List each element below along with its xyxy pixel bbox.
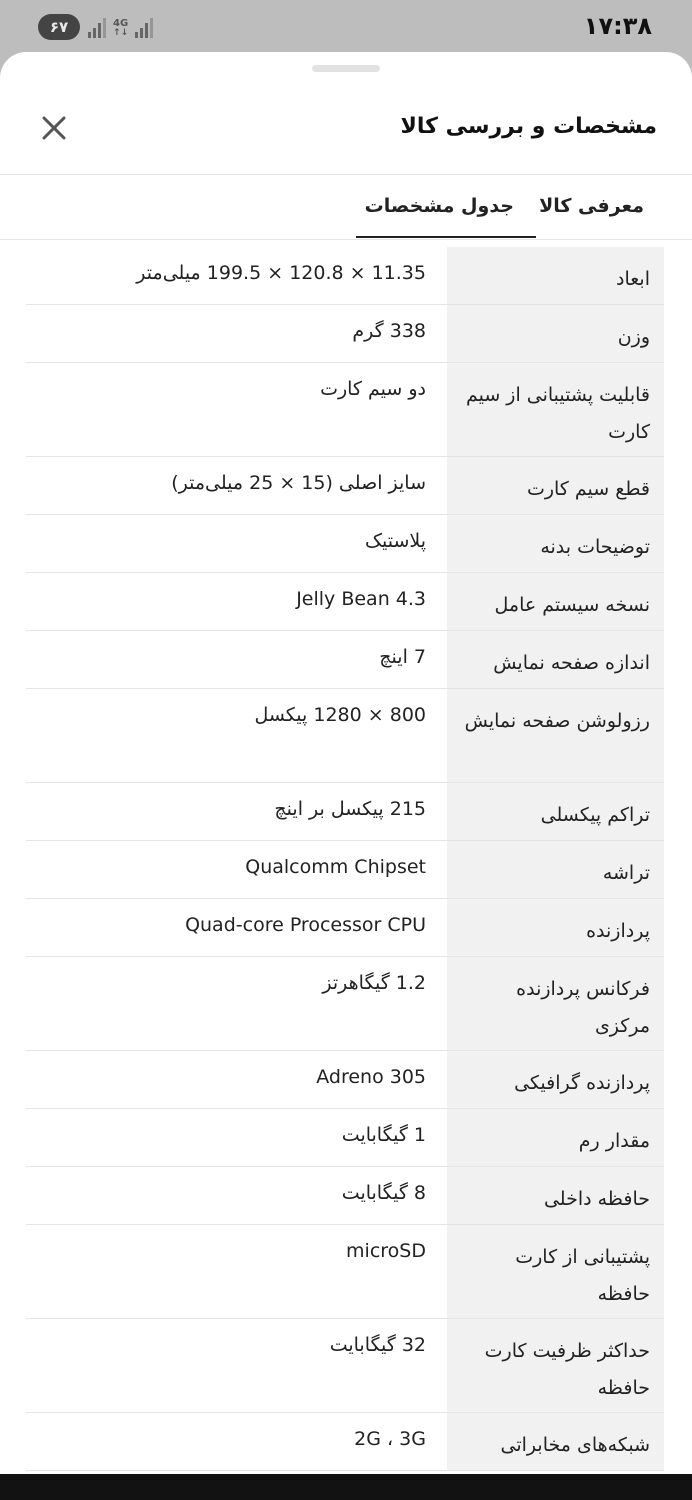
system-navigation-bar bbox=[0, 1474, 692, 1500]
tabs-divider bbox=[0, 239, 692, 240]
spec-value: 2G ، 3G bbox=[354, 1428, 426, 1450]
spec-key: وزن bbox=[447, 305, 664, 362]
status-bar bbox=[0, 0, 692, 52]
status-time: ۱۷:۳۸ bbox=[583, 12, 652, 40]
network-type-icon: 4G ↑↓ bbox=[113, 18, 129, 38]
spec-value: 800 × 1280 پیکسل bbox=[254, 704, 426, 726]
spec-key: حداکثر ظرفیت کارت حافظه bbox=[447, 1319, 664, 1412]
spec-row bbox=[26, 631, 664, 689]
spec-value: 1.2 گیگاهرتز bbox=[322, 972, 426, 994]
spec-key: قطع سیم کارت bbox=[447, 457, 664, 514]
tab-specs-table[interactable]: جدول مشخصات bbox=[364, 195, 514, 217]
spec-row bbox=[26, 1225, 664, 1319]
spec-key: نسخه سیستم عامل bbox=[447, 573, 664, 630]
spec-value: 338 گرم bbox=[352, 320, 426, 342]
close-button[interactable] bbox=[36, 110, 72, 146]
spec-value: Adreno 305 bbox=[316, 1066, 426, 1088]
spec-row bbox=[26, 689, 664, 783]
spec-key: پردازنده گرافیکی bbox=[447, 1051, 664, 1108]
spec-value: Quad-core Processor CPU bbox=[185, 914, 426, 936]
spec-key: رزولوشن صفحه نمایش bbox=[447, 689, 664, 782]
spec-key: تراشه bbox=[447, 841, 664, 898]
spec-row bbox=[26, 457, 664, 515]
spec-row bbox=[26, 1051, 664, 1109]
spec-row bbox=[26, 1413, 664, 1471]
product-specs-sheet bbox=[0, 52, 692, 1474]
signal-strength-icon bbox=[88, 18, 106, 38]
spec-key: ابعاد bbox=[447, 247, 664, 304]
spec-row bbox=[26, 957, 664, 1051]
spec-row bbox=[26, 573, 664, 631]
spec-row bbox=[26, 247, 664, 305]
spec-value: 8 گیگابایت bbox=[341, 1182, 426, 1204]
close-icon bbox=[36, 110, 72, 146]
spec-value: 7 اینچ bbox=[379, 646, 426, 668]
network-type-label: 4G bbox=[113, 18, 129, 29]
spec-row bbox=[26, 841, 664, 899]
sheet-header bbox=[0, 92, 692, 174]
spec-row bbox=[26, 515, 664, 573]
spec-key: شبکه‌های مخابراتی bbox=[447, 1413, 664, 1470]
signal-indicators bbox=[88, 16, 153, 38]
spec-row bbox=[26, 1167, 664, 1225]
spec-key: پشتیبانی از کارت حافظه bbox=[447, 1225, 664, 1318]
spec-key: مقدار رم bbox=[447, 1109, 664, 1166]
active-tab-indicator bbox=[356, 236, 536, 238]
spec-row bbox=[26, 1319, 664, 1413]
spec-value: 32 گیگابایت bbox=[329, 1334, 426, 1356]
spec-row bbox=[26, 363, 664, 457]
spec-value: microSD bbox=[346, 1240, 426, 1262]
spec-row bbox=[26, 899, 664, 957]
spec-value: 4.3 Jelly Bean bbox=[296, 588, 426, 610]
specs-table bbox=[26, 247, 664, 1471]
drag-handle[interactable] bbox=[312, 65, 380, 72]
spec-key: حافظه داخلی bbox=[447, 1167, 664, 1224]
spec-key: اندازه صفحه نمایش bbox=[447, 631, 664, 688]
sheet-title: مشخصات و بررسی کالا bbox=[400, 114, 657, 139]
spec-row bbox=[26, 305, 664, 363]
tab-bar bbox=[0, 175, 692, 239]
tab-product-intro[interactable]: معرفی کالا bbox=[539, 195, 644, 217]
spec-key: تراکم پیکسلی bbox=[447, 783, 664, 840]
spec-key: توضیحات بدنه bbox=[447, 515, 664, 572]
spec-value: 215 پیکسل بر اینچ bbox=[274, 798, 426, 820]
spec-value: Qualcomm Chipset bbox=[245, 856, 426, 878]
spec-key: پردازنده bbox=[447, 899, 664, 956]
spec-value: دو سیم کارت bbox=[320, 378, 426, 400]
signal-strength-icon-2 bbox=[135, 18, 153, 38]
spec-value: 11.35 × 120.8 × 199.5 میلی‌متر bbox=[136, 262, 426, 284]
spec-row bbox=[26, 1109, 664, 1167]
spec-value: پلاستیک bbox=[364, 530, 426, 552]
battery-indicator: ۶۷ bbox=[38, 14, 80, 40]
spec-value: 1 گیگابایت bbox=[341, 1124, 426, 1146]
spec-key: قابلیت پشتیبانی از سیم کارت bbox=[447, 363, 664, 456]
spec-key: فرکانس پردازنده مرکزی bbox=[447, 957, 664, 1050]
spec-row bbox=[26, 783, 664, 841]
spec-value: سایز اصلی (15 × 25 میلی‌متر) bbox=[171, 472, 426, 494]
